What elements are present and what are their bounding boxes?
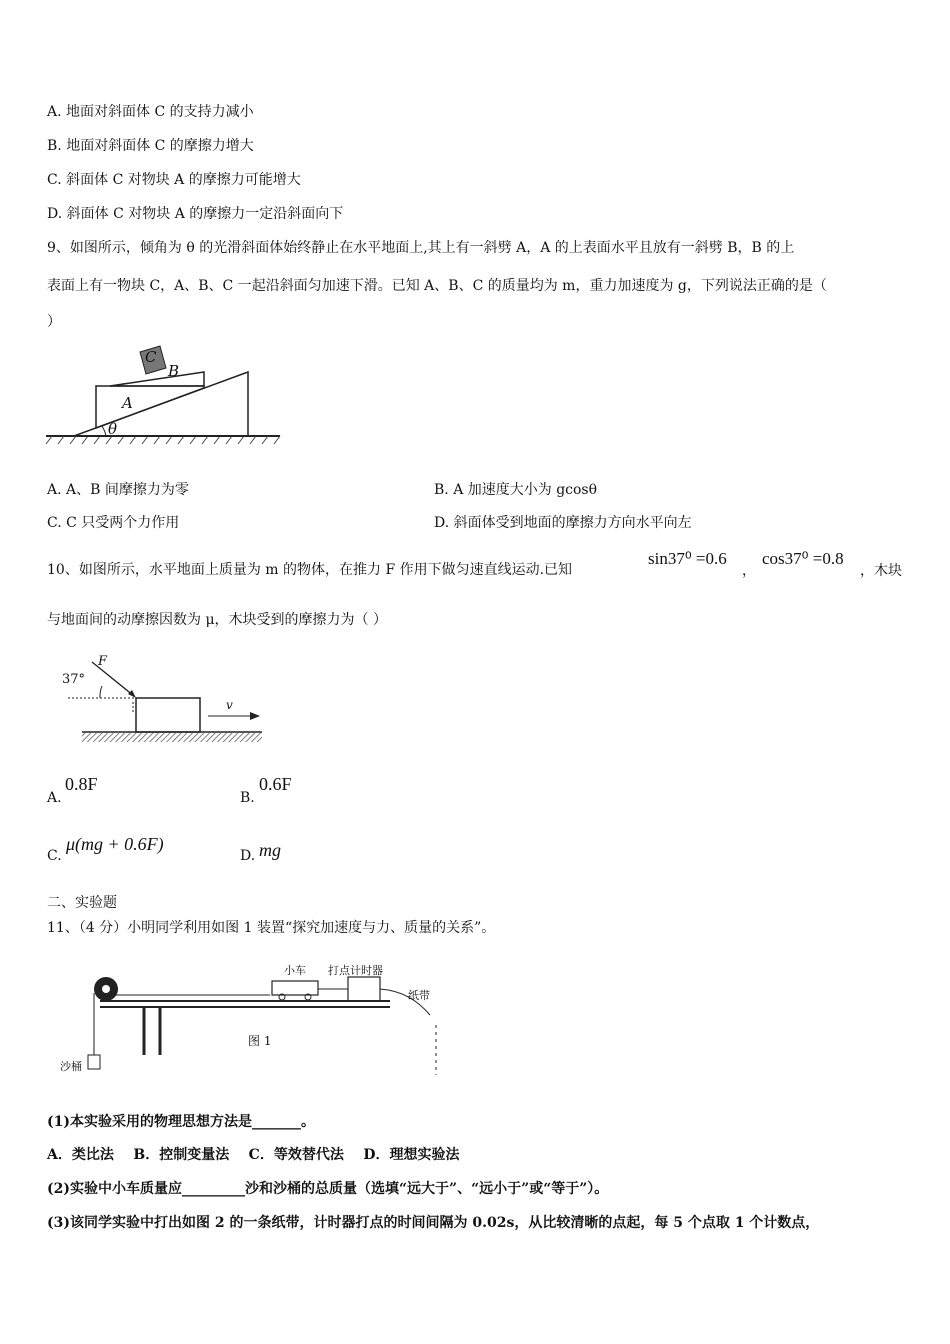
q9-option-d: D. 斜面体受到地面的摩擦力方向水平向左 <box>434 515 692 531</box>
section-title: 二、实验题 <box>47 895 117 911</box>
q10-option-a-label: A. <box>47 790 62 806</box>
q11-sub3: (3)该同学实验中打出如图 2 的一条纸带，计时器打点的时间间隔为 0.02s，从比较清晰的点起，每 5 个点取 1 个计数点， <box>47 1215 820 1231</box>
q8-option-c: C. 斜面体 C 对物块 A 的摩擦力可能增大 <box>47 172 301 188</box>
q11-car-label: 小车 <box>284 964 306 977</box>
q10-option-d-label: D. <box>240 848 256 864</box>
q9-label-b: B <box>168 362 180 380</box>
q11-figure-caption: 图 1 <box>248 1034 272 1048</box>
q8-option-d: D. 斜面体 C 对物块 A 的摩擦力一定沿斜面向下 <box>47 206 344 222</box>
q11-sub1-options: A．类比法 B．控制变量法 C．等效替代法 D．理想实验法 <box>47 1147 460 1163</box>
q10-angle-label: 37° <box>62 672 86 687</box>
q10-force-label: F <box>98 654 108 669</box>
q11-sub2: (2)实验中小车质量应_________沙和沙桶的总质量（选填“远大于”、“远小于”或“等于”）。 <box>47 1181 609 1197</box>
q10-velocity-label: v <box>226 698 233 712</box>
q10-sin-formula: sin37⁰ =0.6 <box>648 549 727 568</box>
q9-stem-line2: 表面上有一物块 C，A、B、C 一起沿斜面匀加速下滑。已知 A、B、C 的质量均为 m，重力加速度为 g，下列说法正确的是（ <box>47 278 827 294</box>
q11-tape-label: 纸带 <box>408 989 430 1002</box>
q10-stem-line2: 与地面间的动摩擦因数为 μ，木块受到的摩擦力为（ ） <box>47 612 387 628</box>
q8-option-a: A. 地面对斜面体 C 的支持力减小 <box>47 104 254 120</box>
q8-option-b: B. 地面对斜面体 C 的摩擦力增大 <box>47 138 254 154</box>
q9-option-c: C. C 只受两个力作用 <box>47 515 180 531</box>
q10-stem-line1-suffix: ，木块 <box>860 563 902 579</box>
q9-incline-figure <box>44 338 284 448</box>
q10-option-b-label: B. <box>240 790 255 806</box>
q11-bucket-label: 沙桶 <box>60 1060 82 1073</box>
q10-option-d-value: mg <box>259 840 281 860</box>
q10-stem-line1-prefix: 10、如图所示，水平地面上质量为 m 的物体，在推力 F 作用下做匀速直线运动.已知 <box>47 562 573 578</box>
q9-label-theta: θ <box>108 420 118 438</box>
q10-cos-formula: cos37⁰ =0.8 <box>762 549 844 568</box>
q9-label-c: C <box>145 348 157 366</box>
q10-option-b-value: 0.6F <box>259 774 292 794</box>
q11-apparatus-figure <box>60 955 440 1080</box>
q11-stem: 11、（4 分）小明同学利用如图 1 装置“探究加速度与力、质量的关系”。 <box>47 920 496 936</box>
q10-option-c-label: C. <box>47 848 62 864</box>
q9-stem-line1: 9、如图所示，倾角为 θ 的光滑斜面体始终静止在水平地面上,其上有一斜劈 A，A 的上表面水平且放有一斜劈 B，B 的上 <box>47 240 795 256</box>
q9-stem-line3: ） <box>47 314 61 330</box>
q10-formula-separator: ， <box>742 563 756 579</box>
q11-timer-label: 打点计时器 <box>328 964 383 977</box>
q10-push-figure <box>58 652 268 748</box>
q11-sub1: (1)本实验采用的物理思想方法是_______。 <box>47 1114 315 1130</box>
q9-option-a: A. A、B 间摩擦力为零 <box>47 482 189 498</box>
q9-label-a: A <box>122 394 133 412</box>
q10-option-c-value: μ(mg + 0.6F) <box>66 834 164 854</box>
q10-option-a-value: 0.8F <box>65 774 98 794</box>
q9-option-b: B. A 加速度大小为 gcosθ <box>434 482 598 498</box>
